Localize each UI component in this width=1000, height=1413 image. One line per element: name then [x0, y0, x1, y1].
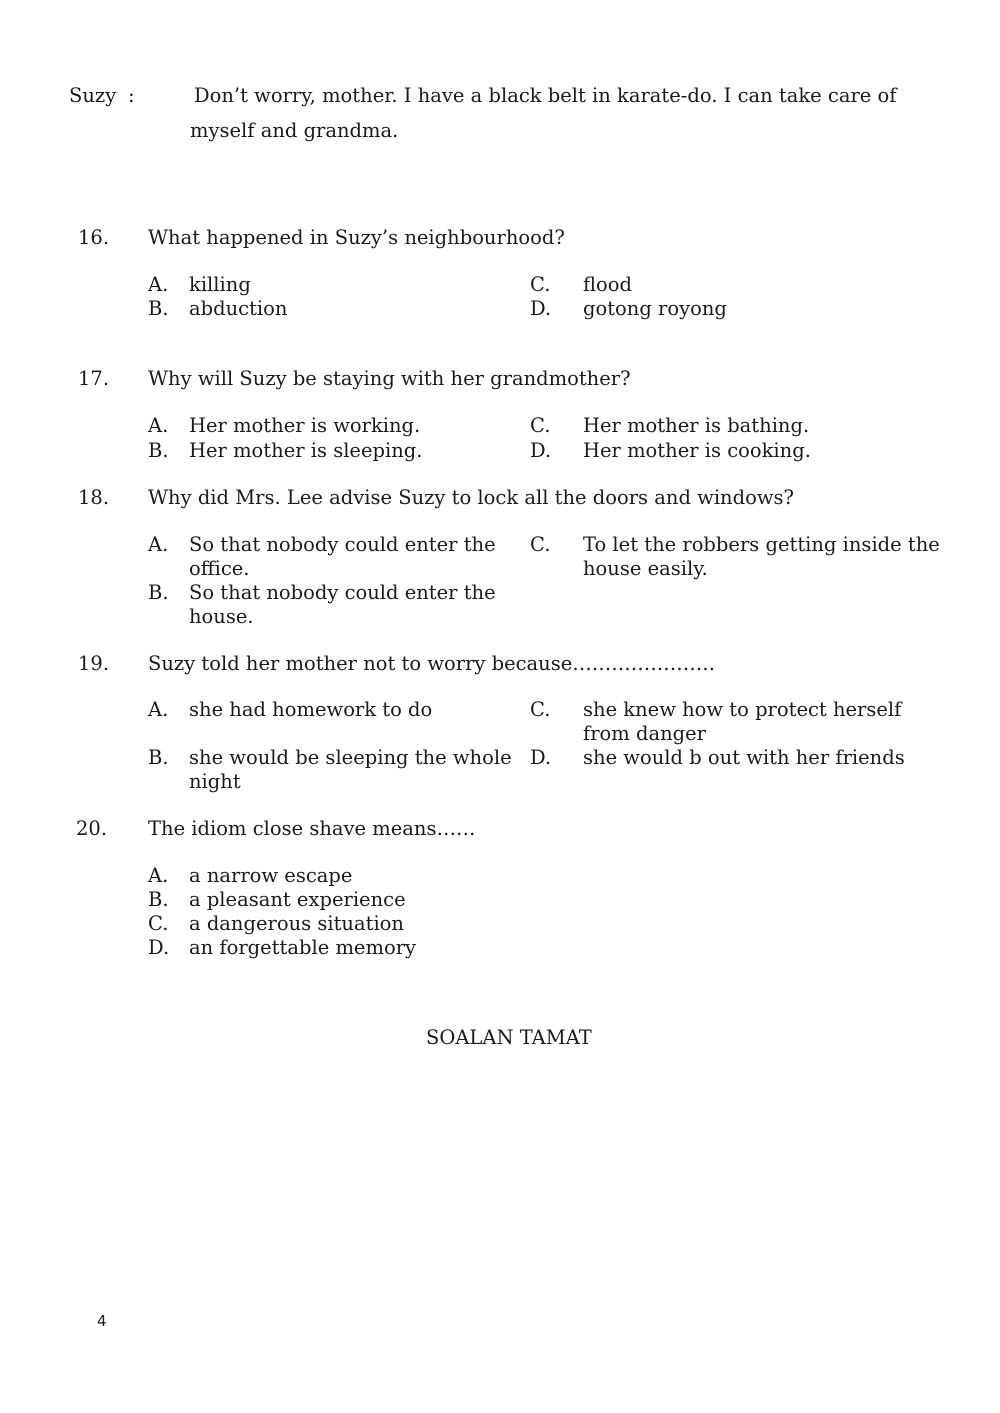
question-text: The idiom close shave means……: [148, 817, 476, 840]
option-letter: D.: [148, 936, 170, 959]
option-text: Her mother is cooking.: [583, 439, 811, 462]
question-text: What happened in Suzy’s neighbourhood?: [148, 226, 565, 249]
option-text: a narrow escape: [189, 864, 353, 887]
option-letter: C.: [530, 698, 551, 721]
option-letter: D.: [530, 297, 552, 320]
question-text: Why did Mrs. Lee advise Suzy to lock all the doors and windows?: [148, 486, 794, 509]
option-text: she would b out with her friends: [583, 746, 905, 769]
question-number: 17.: [78, 367, 110, 390]
option-letter: A.: [148, 698, 169, 721]
question-number: 16.: [78, 226, 110, 249]
option-letter: B.: [148, 888, 169, 911]
option-letter: B.: [148, 746, 169, 769]
question-number: 18.: [78, 486, 110, 509]
option-letter: C.: [148, 912, 169, 935]
dialogue-line-1: Don’t worry, mother. I have a black belt in karate-do. I can take care of: [194, 84, 897, 107]
option-text: gotong royong: [583, 297, 727, 320]
option-text: killing: [189, 273, 251, 296]
option-letter: C.: [530, 414, 551, 437]
option-letter: A.: [148, 533, 169, 556]
option-letter: C.: [530, 273, 551, 296]
speaker-name: Suzy: [69, 84, 117, 107]
page-number: 4: [97, 1312, 107, 1330]
option-text: a pleasant experience: [189, 888, 406, 911]
option-letter: D.: [530, 439, 552, 462]
speaker-colon: :: [128, 84, 135, 107]
option-letter: A.: [148, 864, 169, 887]
option-text: Her mother is sleeping.: [189, 439, 423, 462]
question-number: 19.: [78, 652, 110, 675]
option-letter: A.: [148, 273, 169, 296]
option-letter: C.: [530, 533, 551, 556]
option-letter: A.: [148, 414, 169, 437]
option-text: So that nobody could enter the office.: [189, 533, 496, 580]
option-text: she would be sleeping the whole night: [189, 746, 512, 793]
option-letter: B.: [148, 297, 169, 320]
option-text: an forgettable memory: [189, 936, 417, 959]
option-text: she knew how to protect herself from danger: [583, 698, 902, 745]
question-text: Suzy told her mother not to worry because………………….: [148, 652, 715, 675]
option-letter: B.: [148, 439, 169, 462]
option-text: So that nobody could enter the house.: [189, 581, 496, 628]
option-text: abduction: [189, 297, 288, 320]
end-of-questions-label: SOALAN TAMAT: [426, 1026, 592, 1049]
dialogue-line-2: myself and grandma.: [190, 119, 399, 142]
option-text: To let the robbers getting inside the house easily.: [583, 533, 940, 580]
option-text: a dangerous situation: [189, 912, 404, 935]
option-text: flood: [583, 273, 632, 296]
option-text: Her mother is bathing.: [583, 414, 810, 437]
option-letter: D.: [530, 746, 552, 769]
question-number: 20.: [76, 817, 108, 840]
option-letter: B.: [148, 581, 169, 604]
option-text: she had homework to do: [189, 698, 433, 721]
option-text: Her mother is working.: [189, 414, 421, 437]
question-text: Why will Suzy be staying with her grandmother?: [148, 367, 631, 390]
